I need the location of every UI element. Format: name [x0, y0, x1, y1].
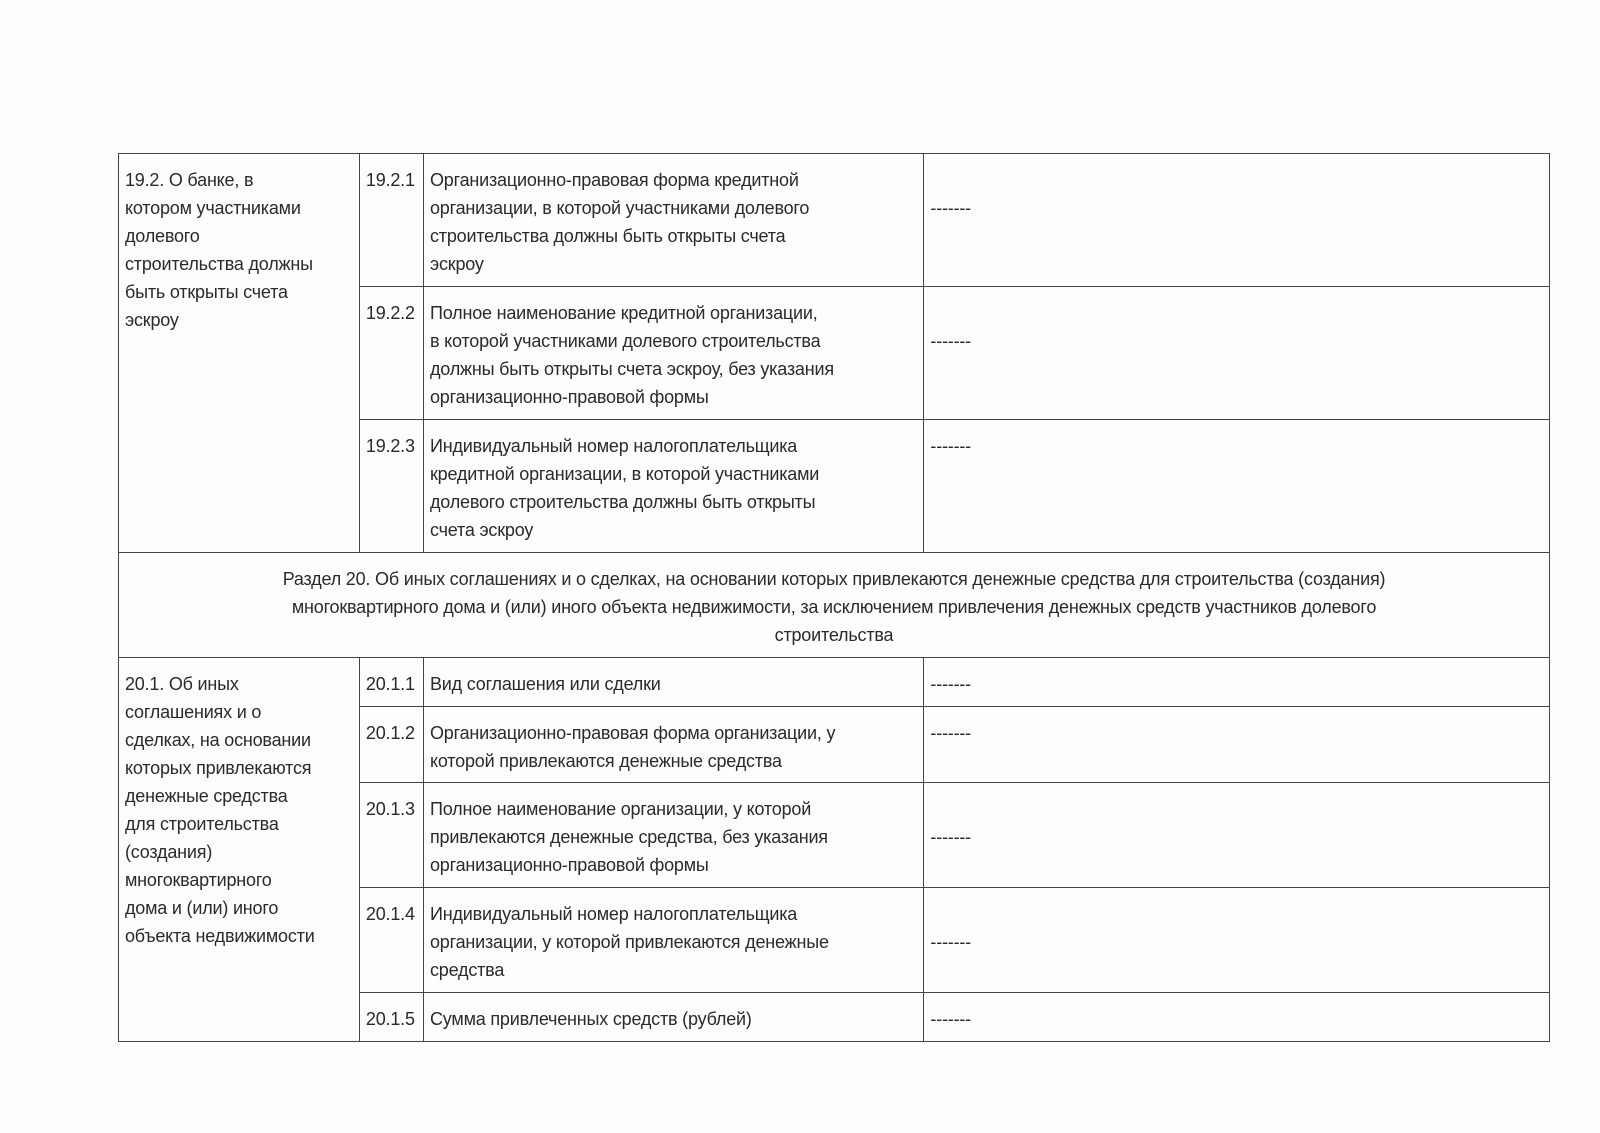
row-label: Организационно-правовая форма кредитной организации, в которой участниками долевого строительства должны быть открыты счета эскроу	[424, 154, 924, 287]
row-label: Сумма привлеченных средств (рублей)	[424, 993, 924, 1042]
row-number: 19.2.1	[359, 154, 423, 287]
row-value: -------	[924, 287, 1550, 420]
group-title: 20.1. Об иных соглашениях и о сделках, на основании которых привлекаются денежные средства для строительства (создания) многоквартирного дома и (или) иного объекта недвижимости	[119, 658, 360, 1042]
row-value: -------	[924, 154, 1550, 287]
row-number: 19.2.2	[359, 287, 423, 420]
row-label: Индивидуальный номер налогоплательщика организации, у которой привлекаются денежные средства	[424, 888, 924, 993]
row-label: Вид соглашения или сделки	[424, 658, 924, 707]
section-header-row	[119, 553, 1550, 658]
row-label: Полное наименование кредитной организации, в которой участниками долевого строительства должны быть открыты счета эскроу, без указания организационно-правовой формы	[424, 287, 924, 420]
row-number: 20.1.4	[359, 888, 423, 993]
row-number: 20.1.5	[359, 993, 423, 1042]
row-label: Организационно-правовая форма организации, у которой привлекаются денежные средства	[424, 707, 924, 783]
group-title: 19.2. О банке, в котором участниками долевого строительства должны быть открыты счета эскроу	[119, 154, 360, 553]
disclosure-table	[118, 153, 1550, 1042]
row-value: -------	[924, 993, 1550, 1042]
row-number: 19.2.3	[359, 420, 423, 553]
row-number: 20.1.2	[359, 707, 423, 783]
row-label: Индивидуальный номер налогоплательщика кредитной организации, в которой участниками долевого строительства должны быть открыты счета эскроу	[424, 420, 924, 553]
row-value: -------	[924, 707, 1550, 783]
row-label: Полное наименование организации, у которой привлекаются денежные средства, без указания организационно-правовой формы	[424, 783, 924, 888]
row-value: -------	[924, 888, 1550, 993]
row-number: 20.1.1	[359, 658, 423, 707]
table-row	[119, 154, 1550, 287]
row-number: 20.1.3	[359, 783, 423, 888]
row-value: -------	[924, 658, 1550, 707]
table-row	[119, 658, 1550, 707]
row-value: -------	[924, 420, 1550, 553]
section-title: Раздел 20. Об иных соглашениях и о сделках, на основании которых привлекаются денежные средства для строительства (создания) многоквартирного дома и (или) иного объекта недвижимости, за исключением привлечения денежных средств участников долевого строительства	[119, 553, 1550, 658]
row-value: -------	[924, 783, 1550, 888]
